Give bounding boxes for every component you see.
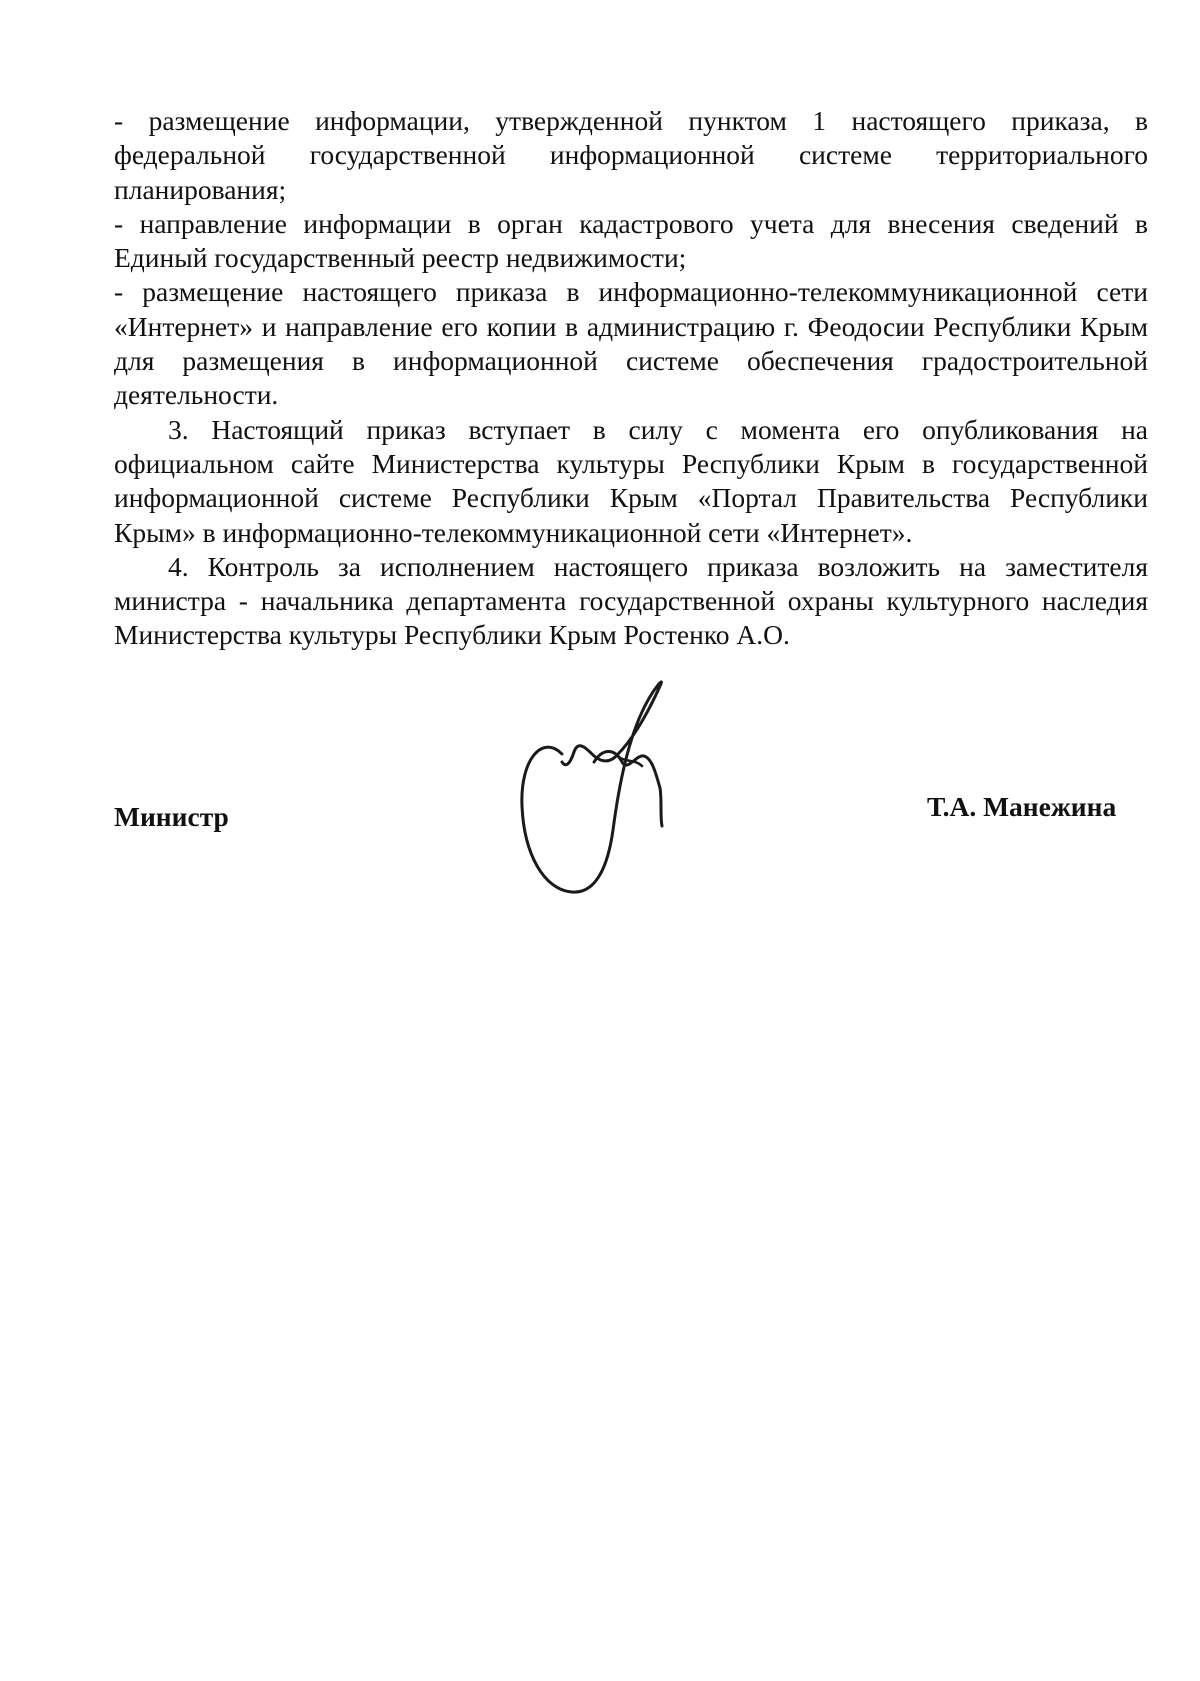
paragraph-internet-placement: - размещение настоящего приказа в информационно-телекоммуникационной сети «Интернет» и направление его копии в администрацию г. Феодосии Республики Крым для размещения в информационной системе обеспечения градостроительной деятельности. bbox=[114, 276, 1148, 411]
signatory-title: Министр bbox=[114, 801, 229, 832]
paragraph-item-3: 3. Настоящий приказ вступает в силу с момента его опубликования на официальном сайте Министерства культуры Республики Крым в государственной информационной системе Республики Крым «Портал Правительства Республики Крым» в информационно-телекоммуникационной сети «Интернет». bbox=[114, 413, 1148, 548]
document-body bbox=[114, 104, 1148, 653]
paragraph-item-4: 4. Контроль за исполнением настоящего приказа возложить на заместителя министра - начальника департамента государственной охраны культурного наследия Министерства культуры Республики Крым Ростенко А.О. bbox=[114, 550, 1148, 651]
signatory-name: Т.А. Манежина bbox=[927, 791, 1117, 822]
paragraph-placement-fgis: - размещение информации, утвержденной пунктом 1 настоящего приказа, в федеральной государственной информационной системе территориального планирования; bbox=[114, 105, 1148, 205]
paragraph-cadastral-direction: - направление информации в орган кадастрового учета для внесения сведений в Единый государственный реестр недвижимости; bbox=[114, 207, 1148, 274]
handwritten-signature bbox=[520, 676, 720, 906]
